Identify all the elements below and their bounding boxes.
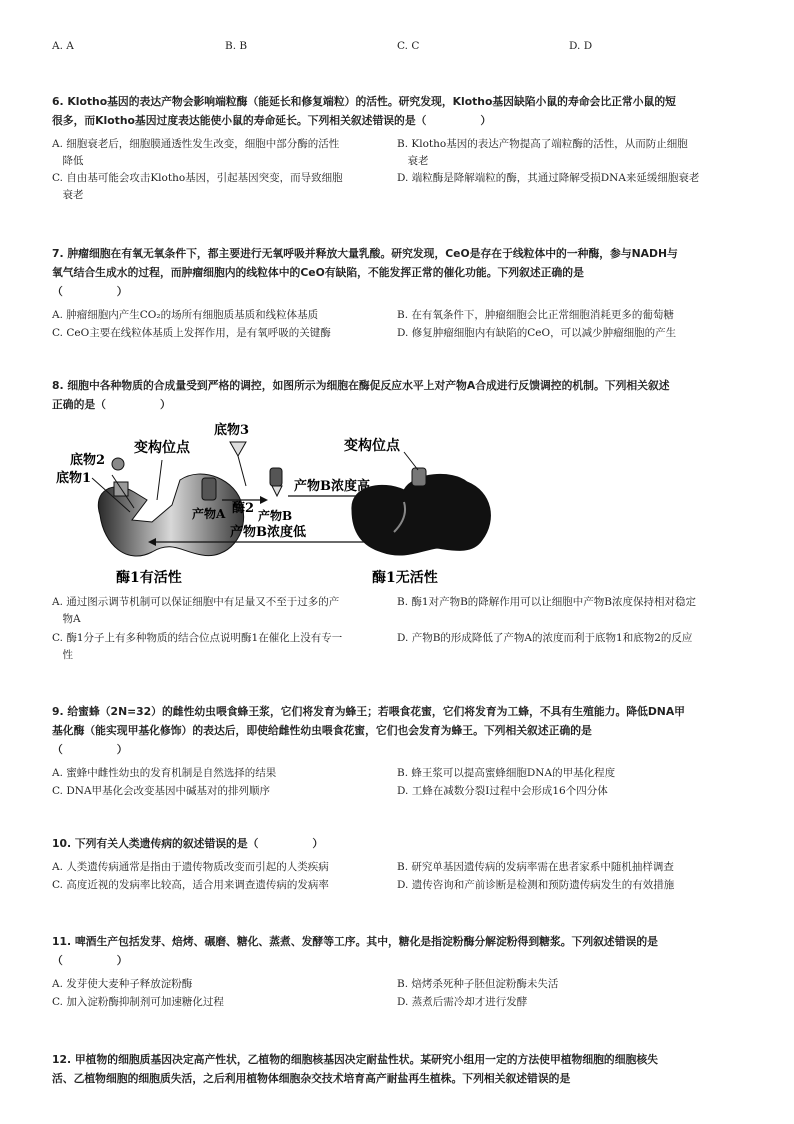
question-stem: 8. 细胞中各种物质的合成量受到严格的调控，如图所示为细胞在酶促反应水平上对产物A合成进行反馈调控的机制。下列相关叙述 正确的是（ ） [52,379,670,411]
label-productA: 产物A [192,507,226,521]
label-allosteric-right: 变构位点 [344,438,400,454]
option-c[interactable]: C. 高度近视的发病率比较高，适合用来调查遗传病的发病率 [52,879,329,891]
label-substrate3: 底物3 [214,423,250,438]
label-substrate1: 底物1 [56,471,92,486]
label-enzyme1-active: 酶1有活性 [116,570,182,586]
label-enzyme2: 酶2 [232,501,255,516]
option-c[interactable]: C. DNA甲基化会改变基因中碱基对的排列顺序 [52,785,271,797]
label-high: 产物B浓度高 [294,479,370,494]
option-d[interactable]: D. 端粒酶是降解端粒的酶，其通过降解受损DNA来延缓细胞衰老 [397,172,700,184]
option-b[interactable]: B. B [225,40,248,52]
feedback-regulation-diagram [52,420,742,590]
options-grid [52,594,742,666]
question-stem: 9. 给蜜蜂（2N=32）的雌性幼虫喂食蜂王浆，它们将发育为蜂王；若喂食花蜜，它们将发育为工蜂，不具有生殖能力。降低DNA甲 基化酶（能实现甲基化修饰）的表达后，即使给雌性幼虫喂食花蜜，它们也会发育为蜂王。下列相关叙述正确的是 （ ） [52,705,685,756]
question-10 [52,834,742,895]
option-a[interactable]: A. 蜜蜂中雌性幼虫的发育机制是自然选择的结果 [52,767,277,779]
question-stem: 11. 啤酒生产包括发芽、焙烤、碾磨、糖化、蒸煮、发酵等工序。其中，糖化是指淀粉酶分解淀粉得到糖浆。下列叙述错误的是 （ ） [52,935,658,967]
options-grid [52,765,742,801]
substrate3-shape [230,442,246,456]
question-stem: 12. 甲植物的细胞质基因决定高产性状，乙植物的细胞核基因决定耐盐性状。某研究小组用一定的方法使甲植物细胞的细胞核失 活、乙植物细胞的细胞质失活，之后利用植物体细胞杂交技术培育高产耐盐再生植株。下列相关叙述错误的是 [52,1053,658,1085]
label-low: 产物B浓度低 [230,525,306,540]
option-d[interactable]: D. 蒸煮后需冷却才进行发酵 [397,996,528,1008]
question-12 [52,1050,742,1088]
option-c[interactable]: C. CeO主要在线粒体基质上发挥作用，是有氧呼吸的关键酶 [52,327,331,339]
option-a[interactable]: A. 肿瘤细胞内产生CO₂的场所有细胞质基质和线粒体基质 [52,309,319,321]
label-substrate2: 底物2 [70,453,106,468]
substrate2-shape [112,458,124,470]
question-stem: 7. 肿瘤细胞在有氧无氧条件下，都主要进行无氧呼吸并释放大量乳酸。研究发现，CeO是存在于线粒体中的一种酶，参与NADH与 氧气结合生成水的过程，而肿瘤细胞内的线粒体中的CeO有缺陷，不能发挥正常的催化功能。下列叙述正确的是 （ ） [52,247,678,298]
question-8 [52,376,742,414]
options-grid [52,307,742,343]
options-grid [52,136,742,204]
label-enzyme1-inactive: 酶1无活性 [372,570,438,586]
option-b[interactable]: B. 焙烤杀死种子胚但淀粉酶未失活 [397,978,559,990]
label-allosteric-left: 变构位点 [134,440,190,456]
option-b[interactable]: B. 研究单基因遗传病的发病率需在患者家系中随机抽样调查 [397,861,674,873]
option-b[interactable]: B. 蜂王浆可以提高蜜蜂细胞DNA的甲基化程度 [397,767,616,779]
options-grid [52,976,742,1012]
option-d[interactable]: D. 遗传咨询和产前诊断是检测和预防遗传病发生的有效措施 [397,879,675,891]
option-a[interactable]: A. A [52,40,74,52]
option-d[interactable]: D. 产物B的形成降低了产物A的浓度而利于底物1和底物2的反应 [397,632,693,644]
question-stem: 6. Klotho基因的表达产物会影响端粒酶（能延长和修复端粒）的活性。研究发现，Klotho基因缺陷小鼠的寿命会比正常小鼠的短 很多，而Klotho基因过度表达能使小鼠的寿命延长。下列相关叙述错误的是（ ） [52,95,676,127]
question-11 [52,932,742,1012]
option-d[interactable]: D. 修复肿瘤细胞内有缺陷的CeO，可以减少肿瘤细胞的产生 [397,327,677,339]
productB-shape [270,468,282,486]
question-6 [52,92,742,204]
option-b[interactable]: B. 在有氧条件下，肿瘤细胞会比正常细胞消耗更多的葡萄糖 [397,309,674,321]
option-a[interactable]: A. 人类遗传病通常是指由于遗传物质改变而引起的人类疾病 [52,861,329,873]
option-c[interactable]: C. 酶1分子上有多种物质的结合位点说明酶1在催化上没有专一 性 [52,632,343,661]
option-c[interactable]: C. C [397,40,420,52]
option-a[interactable]: A. 通过图示调节机制可以保证细胞中有足量又不至于过多的产 物A [52,596,340,625]
option-b[interactable]: B. Klotho基因的表达产物提高了端粒酶的活性，从而防止细胞 衰老 [397,138,688,167]
question-9 [52,702,742,801]
question-7 [52,244,742,343]
option-c[interactable]: C. 加入淀粉酶抑制剂可加速糖化过程 [52,996,224,1008]
enzyme1-inactive-shape [352,474,491,555]
label-productB: 产物B [258,509,293,523]
option-a[interactable]: A. 发芽使大麦种子释放淀粉酶 [52,978,193,990]
option-a[interactable]: A. 细胞衰老后，细胞膜通透性发生改变，细胞中部分酶的活性 降低 [52,138,340,167]
options-grid [52,859,742,895]
option-b[interactable]: B. 酶1对产物B的降解作用可以让细胞中产物B浓度保持相对稳定 [397,596,697,608]
option-d[interactable]: D. 工蜂在减数分裂Ⅰ过程中会形成16个四分体 [397,785,608,797]
question-stem: 10. 下列有关人类遗传病的叙述错误的是（ ） [52,837,324,850]
question-8-options [52,594,742,666]
option-c[interactable]: C. 自由基可能会攻击Klotho基因，引起基因突变，而导致细胞 衰老 [52,172,343,201]
productA-shape [202,478,216,500]
option-d[interactable]: D. D [569,40,593,52]
